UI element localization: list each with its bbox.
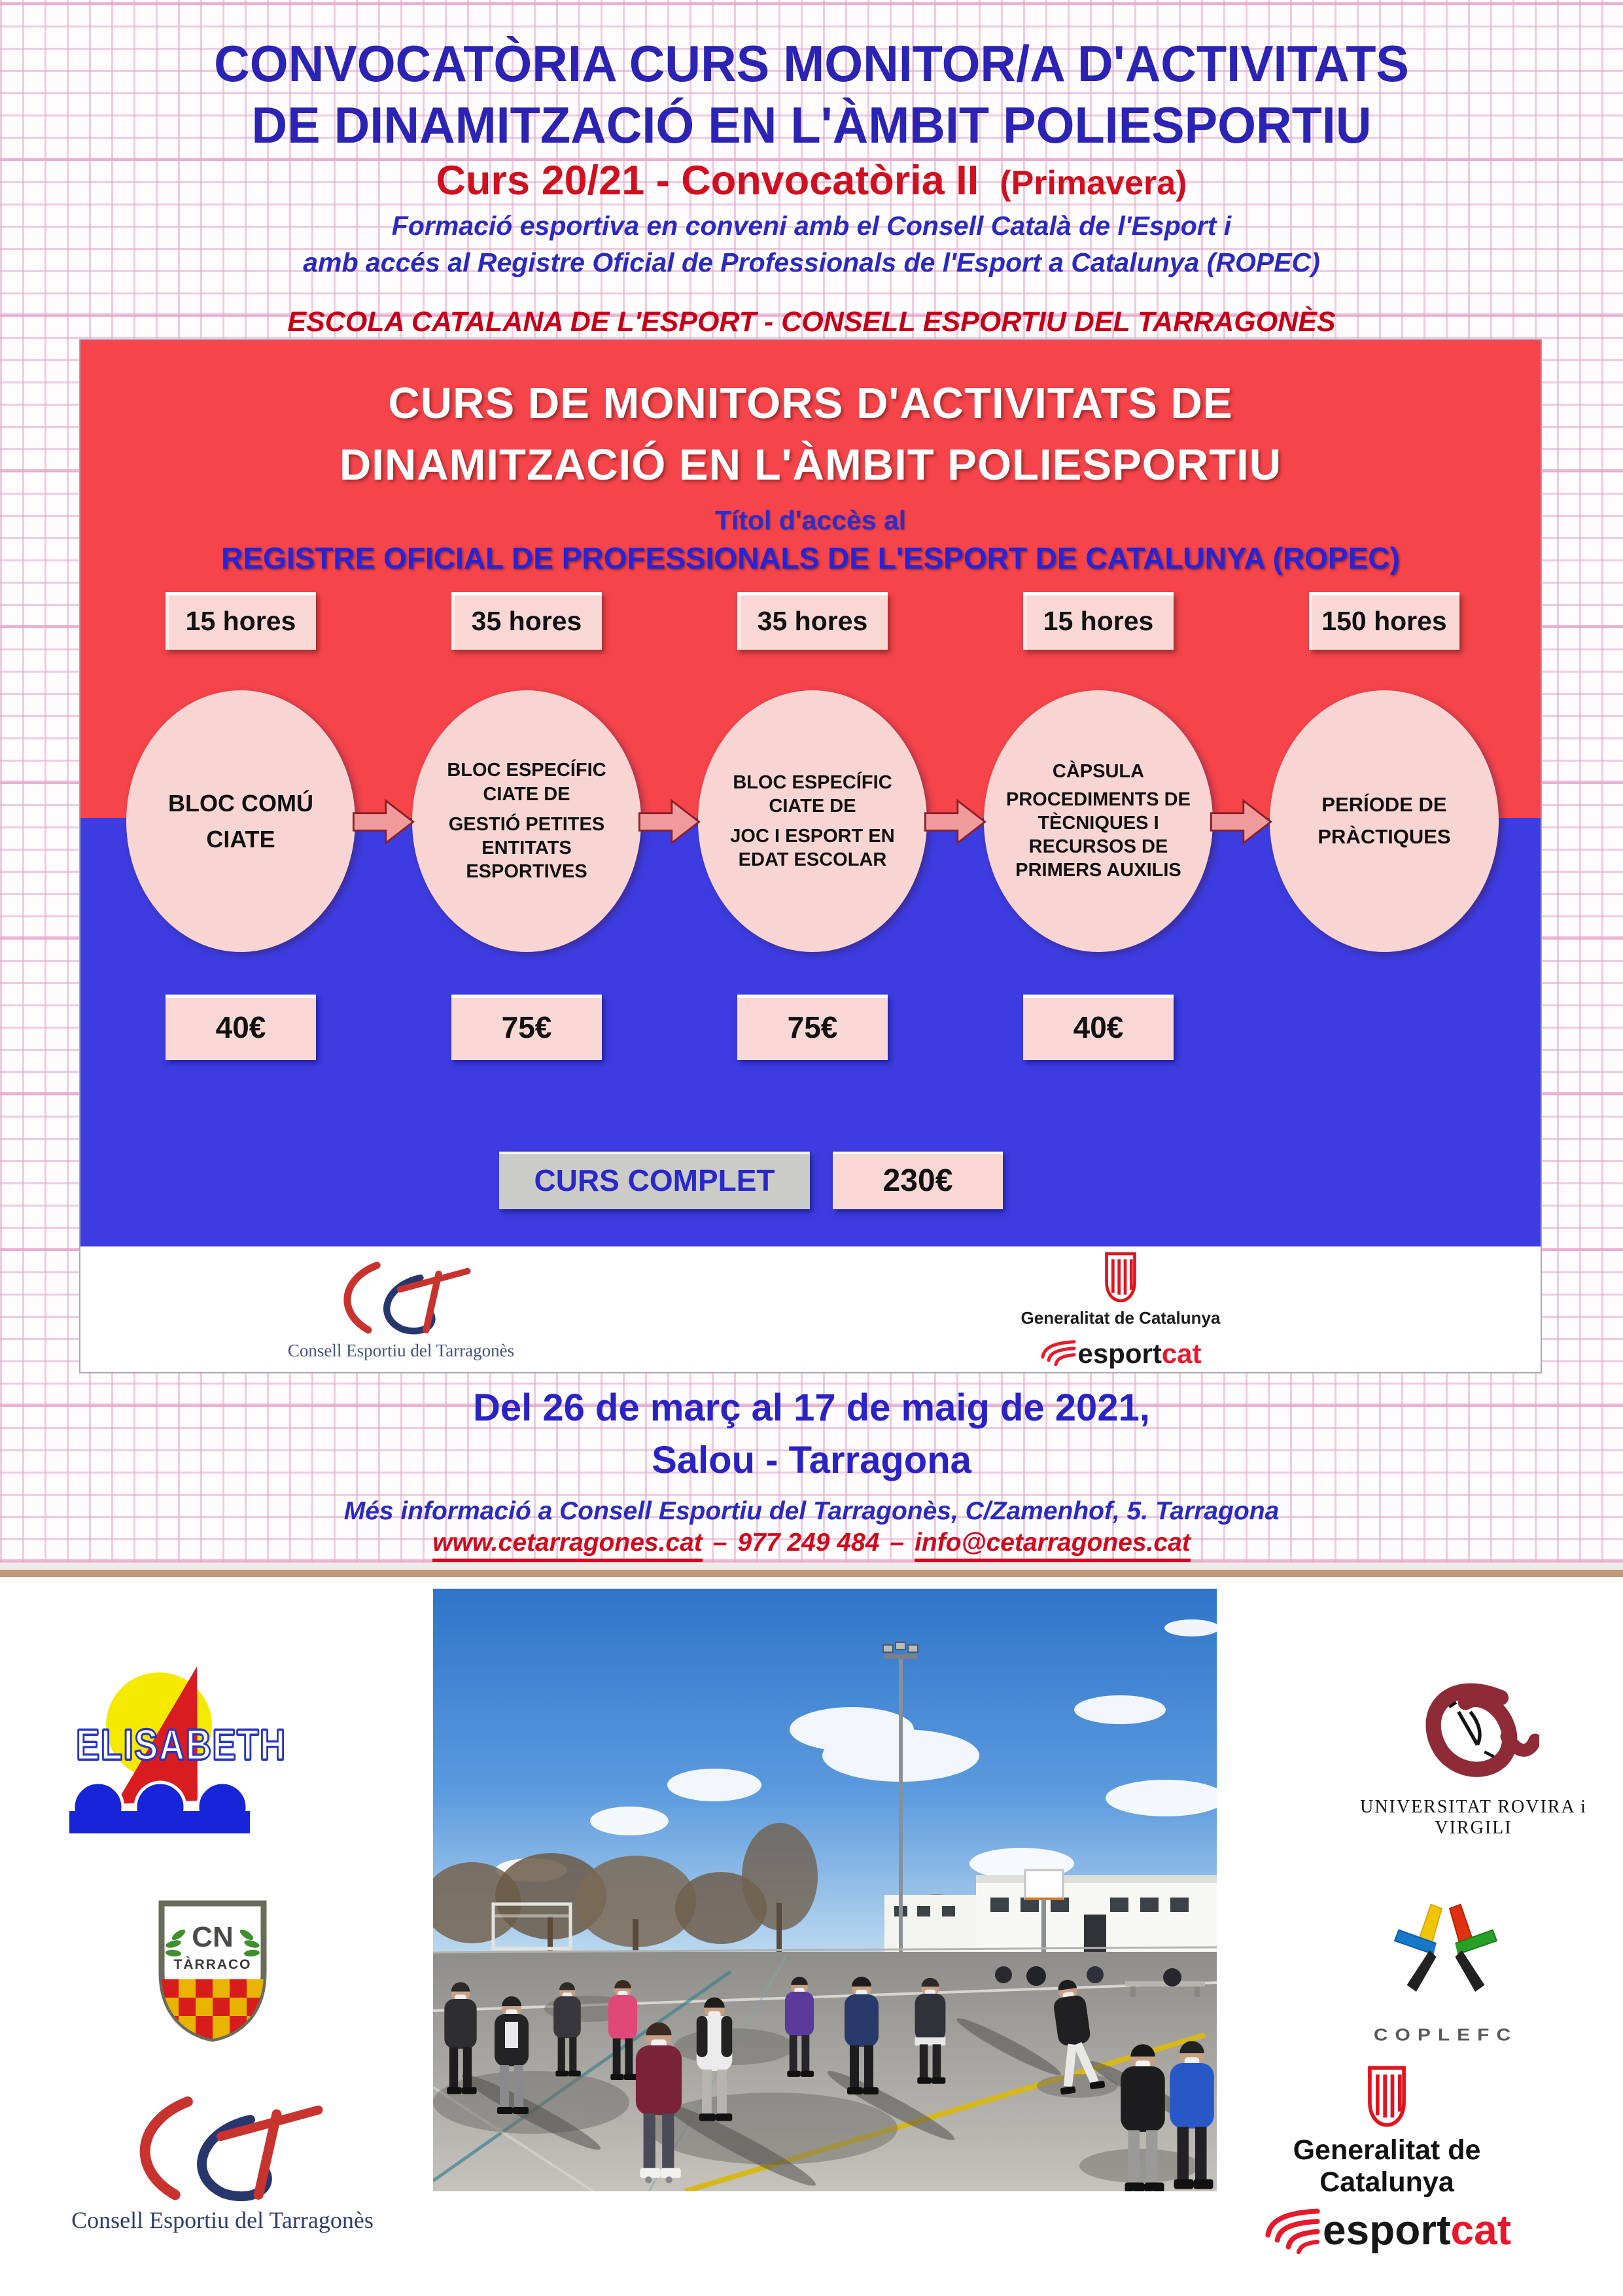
cn-name: TÀRRACO (173, 1957, 252, 1972)
block-ellipse-gestio-entitats (412, 690, 641, 952)
card-ropec-line: REGISTRE OFICIAL DE PROFESSIONALS DE L'ESPORT DE CATALUNYA (ROPEC) (221, 541, 1400, 575)
block-label-bold: GESTIÓ PETITES ENTITATS ESPORTIVES (448, 813, 605, 883)
block-label-bold: CIATE (206, 826, 275, 853)
block-label-bold: PRÀCTIQUES (1318, 825, 1451, 848)
price-box-3: 75€ (737, 995, 888, 1060)
hours-box-4: 15 hores (1023, 592, 1174, 650)
hours-box-2: 35 hores (451, 592, 602, 650)
cet-caption: Consell Esportiu del Tarragonès (71, 2207, 374, 2233)
location-line: Salou - Tarragona (652, 1439, 971, 1481)
course-photo (433, 1589, 1217, 2191)
flow-arrow-icon (352, 797, 415, 847)
season-note: (Primavera) (1000, 164, 1187, 202)
separator: – (890, 1528, 905, 1557)
phone-number: 977 249 484 (737, 1528, 880, 1557)
esportcat-logo-bottom (1243, 2195, 1531, 2255)
urv-a-icon (1408, 1672, 1539, 1790)
generalitat-caption: Generalitat de Catalunya (1293, 2134, 1481, 2198)
urv-logo (1328, 1672, 1619, 1839)
cet-logo-icon (319, 1258, 483, 1335)
block-label: PROCEDIMENTS DE TÈCNIQUES I RECURSOS DE PRIMERS AUXILIS (1006, 788, 1191, 881)
price-box-4: 40€ (1023, 995, 1174, 1060)
esportcat-swirl-icon (1039, 1337, 1077, 1370)
contact-line (0, 1528, 1623, 1562)
website-link[interactable]: www.cetarragones.cat (432, 1528, 703, 1562)
coplefc-logo (1361, 1884, 1531, 2047)
dates-line: Del 26 de març al 17 de maig de 2021, (473, 1386, 1150, 1429)
season-line (0, 157, 1623, 204)
esportcat-wordmark (1323, 2206, 1511, 2254)
block-label: BLOC ESPECÍFIC CIATE DE (733, 771, 892, 817)
email-link[interactable]: info@cetarragones.cat (915, 1528, 1191, 1562)
generalitat-caption: Generalitat de Catalunya (1021, 1308, 1221, 1328)
poster-title-line2: DE DINAMITZACIÓ EN L'ÀMBIT POLIESPORTIU (251, 96, 1372, 154)
card-heading-line1: CURS DE MONITORS D'ACTIVITATS DE (388, 379, 1233, 428)
cn-initials: CN (192, 1921, 234, 1953)
cet-logo-icon (114, 2091, 330, 2202)
esport-word-black: esport (1077, 1338, 1162, 1369)
full-course-label-box: CURS COMPLET (499, 1152, 810, 1209)
hours-box-5: 150 hores (1309, 592, 1459, 650)
flow-arrow-icon (1210, 797, 1272, 847)
tan-divider (0, 1570, 1623, 1577)
price-box-1: 40€ (166, 995, 316, 1060)
hours-box-1: 15 hores (166, 592, 316, 650)
elisabeth-wordmark: ELISABETH (76, 1720, 287, 1769)
generalitat-logo-bottom (1243, 2064, 1531, 2199)
hours-box-3: 35 hores (737, 592, 888, 650)
esportcat-wordmark (1077, 1338, 1201, 1369)
flow-arrow-icon (924, 797, 986, 847)
coplefc-star-icon (1370, 1884, 1521, 2019)
generalitat-shield-icon (1365, 2064, 1409, 2128)
block-label: PERÍODE DE (1321, 793, 1447, 817)
separator: – (712, 1528, 727, 1557)
card-access-line: Títol d'accès al (714, 505, 907, 535)
cet-logo-strip (260, 1258, 542, 1361)
esportcat-logo (983, 1337, 1258, 1370)
cet-logo-bottom (52, 2091, 393, 2234)
flow-arrow-icon (638, 797, 701, 847)
cn-tarraco-logo (154, 1894, 271, 2045)
block-label: BLOC ESPECÍFIC CIATE DE (447, 760, 606, 805)
elisabeth-school-logo (65, 1662, 287, 1836)
esportcat-swirl-icon (1263, 2204, 1323, 2255)
poster-title-line1: CONVOCATÒRIA CURS MONITOR/A D'ACTIVITATS (214, 35, 1409, 92)
card-heading-line2: DINAMITZACIÓ EN L'ÀMBIT POLIESPORTIU (339, 440, 1282, 489)
urv-name: UNIVERSITAT ROVIRA i VIRGILI (1360, 1797, 1587, 1838)
block-ellipse-bloc-comu (126, 690, 355, 952)
esport-word-red: cat (1161, 1338, 1202, 1369)
coplefc-name: COPLEFC (1373, 2026, 1518, 2045)
school-line: ESCOLA CATALANA DE L'ESPORT - CONSELL ESPORTIU DEL TARRAGONÈS (287, 306, 1336, 338)
light-divider (0, 1563, 1623, 1570)
esport-word-red: cat (1450, 2206, 1512, 2253)
block-ellipse-joc-esport (698, 690, 927, 952)
cet-caption: Consell Esportiu del Tarragonès (287, 1341, 515, 1360)
block-ellipse-capsula-auxilis (984, 690, 1213, 952)
esport-word-black: esport (1322, 2206, 1451, 2253)
generalitat-esportcat-strip (983, 1251, 1258, 1370)
full-course-price-box: 230€ (833, 1152, 1003, 1209)
block-label: BLOC COMÚ (168, 790, 313, 817)
generalitat-shield-icon (1102, 1251, 1139, 1303)
course-diagram-card (80, 340, 1541, 1372)
block-label-bold: CÀPSULA (1052, 761, 1145, 783)
info-line: Més informació a Consell Esportiu del Tarragonès, C/Zamenhof, 5. Tarragona (343, 1497, 1280, 1525)
subtitle-line2: amb accés al Registre Oficial de Professionals de l'Esport a Catalunya (ROPEC) (303, 247, 1320, 277)
price-box-2: 75€ (451, 995, 602, 1060)
season-text: Curs 20/21 - Convocatòria II (436, 158, 979, 203)
subtitle-line1: Formació esportiva en conveni amb el Consell Català de l'Esport i (391, 211, 1232, 241)
block-ellipse-practiques (1270, 690, 1499, 952)
block-label-bold: JOC I ESPORT EN EDAT ESCOLAR (730, 826, 895, 871)
